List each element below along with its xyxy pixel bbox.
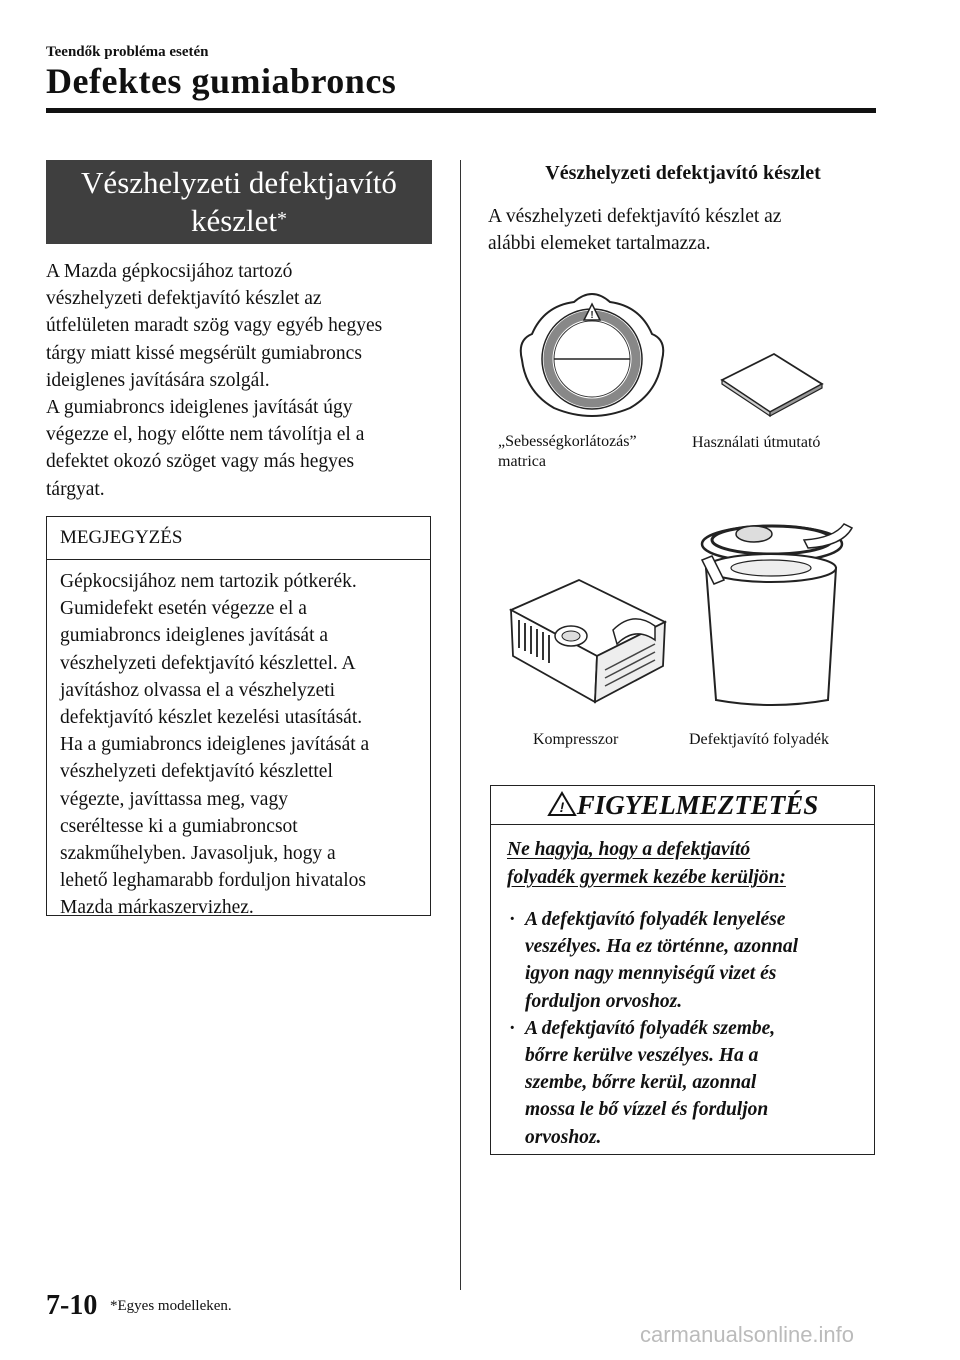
note-line: végezte, javíttassa meg, vagy [60, 788, 288, 810]
page-title: Defektes gumiabroncs [46, 61, 397, 101]
banner-title: Vészhelyzeti defektjavító készlet [81, 165, 397, 238]
note-line: vészhelyzeti defektjavító készlettel [60, 761, 333, 783]
warning-heading [491, 786, 874, 825]
warning-item-line: · A defektjavító folyadék szembe, [525, 1017, 776, 1039]
note-line: defektjavító készlet kezelési utasítását. [60, 707, 363, 729]
warning-lead-line: Ne hagyja, hogy a defektjavító [507, 839, 751, 860]
warning-lead [507, 836, 857, 892]
note-body [47, 560, 430, 922]
svg-text:!: ! [559, 799, 565, 815]
intro-line: végezze el, hogy előtte nem távolítja el a [46, 424, 365, 446]
intro-line: tárgy miatt kissé megsérült gumiabroncs [46, 342, 362, 364]
intro-line: ideiglenes javítására szolgál. [46, 369, 270, 391]
banner-footnote-mark: * [277, 208, 288, 230]
intro-line: útfelületen maradt szög vagy egyéb hegyes [46, 315, 383, 337]
warning-item [507, 906, 867, 1015]
caption-fluid: Defektjavító folyadék [689, 731, 829, 748]
column-divider [460, 160, 461, 1290]
compressor-illustration [505, 570, 673, 710]
intro-line: defektet okozó szöget vagy más hegyes [46, 451, 355, 473]
sealant-bottle-illustration [684, 510, 860, 710]
page-number: 7-10 [46, 1290, 98, 1321]
warning-item-line: szembe, bőrre kerül, azonnal [525, 1072, 757, 1094]
warning-item-line: · A defektjavító folyadék lenyelése [525, 909, 786, 930]
note-line: szakműhelyben. Javasoljuk, hogy a [60, 843, 336, 865]
intro-paragraph [46, 258, 438, 503]
note-line: Gumidefekt esetén végezze el a [60, 598, 307, 620]
watermark: carmanualsonline.info [640, 1322, 855, 1347]
note-line: javításhoz olvassa el a vészhelyzeti [60, 679, 336, 701]
warning-item-line: orvoshoz. [525, 1126, 602, 1148]
kit-intro-line: A vészhelyzeti defektjavító készlet az [488, 206, 782, 227]
kit-banner [46, 160, 432, 244]
warning-item-line: bőrre kerülve veszélyes. Ha a [525, 1045, 759, 1067]
kit-intro-line: alábbi elemeket tartalmazza. [488, 233, 711, 255]
warning-triangle-icon [547, 791, 577, 817]
svg-text:!: ! [590, 310, 594, 321]
warning-item-line: mossa le bő vízzel és forduljon [525, 1099, 769, 1121]
warning-lead-line: folyadék gyermek kezébe kerüljön: [507, 867, 786, 888]
warning-item-line: forduljon orvoshoz. [525, 990, 683, 1012]
note-box [46, 516, 431, 919]
intro-line: A Mazda gépkocsijához tartozó [46, 261, 293, 282]
caption-sticker-line: matrica [498, 453, 546, 470]
caption-compressor: Kompresszor [533, 731, 619, 748]
caption-sticker-line: „Sebességkorlátozás” [498, 433, 637, 450]
manual-booklet-illustration [716, 350, 828, 420]
title-rule [46, 108, 876, 113]
warning-item-line: veszélyes. Ha ez történne, azonnal [525, 936, 798, 958]
caption-sticker [498, 432, 688, 472]
warning-box [490, 785, 875, 1155]
note-line: gumiabroncs ideiglenes javítását a [60, 625, 329, 647]
intro-line: A gumiabroncs ideiglenes javítását úgy [46, 397, 353, 419]
note-line: lehető leghamarabb forduljon hivatalos [60, 870, 366, 892]
caption-manual: Használati útmutató [692, 434, 821, 451]
note-line: vészhelyzeti defektjavító készlettel. A [60, 652, 356, 674]
warning-item-line: igyon nagy mennyiségű vizet és [525, 963, 777, 985]
note-line: Mazda márkaszervizhez. [60, 897, 254, 919]
section-label: Teendők probléma esetén [46, 44, 209, 60]
note-heading: MEGJEGYZÉS [47, 517, 430, 560]
note-line: Gépkocsijához nem tartozik pótkerék. [60, 571, 357, 592]
footnote: *Egyes modelleken. [110, 1298, 232, 1314]
kit-contents-heading: Vészhelyzeti defektjavító készlet [545, 162, 821, 184]
note-line: Ha a gumiabroncs ideiglenes javítását a [60, 734, 370, 756]
kit-intro [488, 203, 868, 257]
speed-limit-sticker-illustration [512, 282, 672, 422]
warning-item [507, 1015, 867, 1151]
warning-list [507, 906, 867, 1151]
warning-heading-text: FIGYELMEZTETÉS [576, 790, 819, 820]
intro-line: vészhelyzeti defektjavító készlet az [46, 288, 322, 310]
note-line: cseréltesse ki a gumiabroncsot [60, 815, 298, 837]
intro-line: tárgyat. [46, 478, 105, 500]
